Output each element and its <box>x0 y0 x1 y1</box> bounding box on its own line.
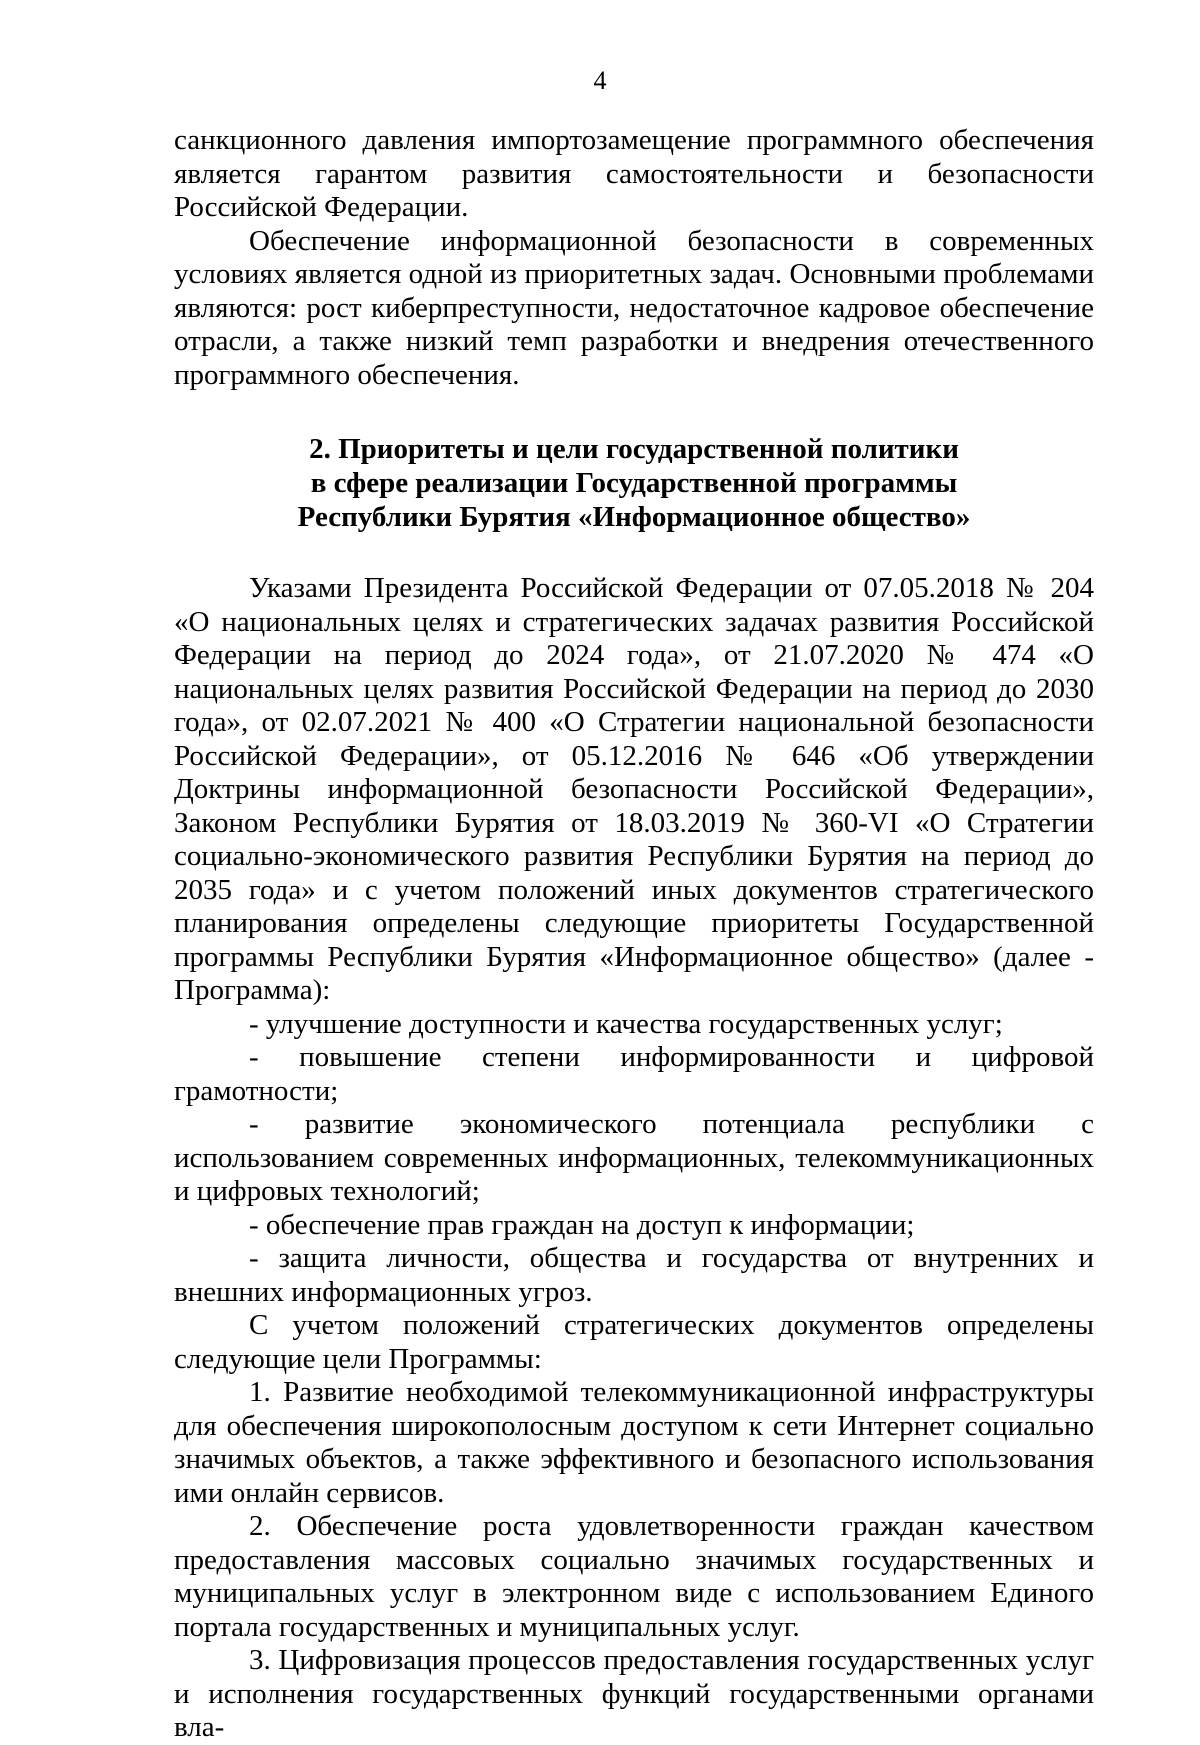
priority-item: - улучшение доступности и качества государственных услуг; <box>249 1007 1003 1040</box>
paragraph-goals-intro: С учетом положений стратегических документов определены следующие цели Программы: <box>174 1309 1094 1375</box>
heading-line-3: Республики Бурятия «Информационное общество» <box>297 501 971 533</box>
heading-line-1: 2. Приоритеты и цели государственной политики <box>309 433 959 465</box>
paragraph-security: Обеспечение информационной безопасности в современных условиях является одной из приоритетных задач. Основными проблемами являются: рост киберпреступности, недостаточное кадровое обеспечение отрасли, а также низкий темп разработки и внедрения отечественного программного обеспечения. <box>174 224 1094 391</box>
paragraph-intro: Указами Президента Российской Федерации от 07.05.2018 № 204 «О национальных целях и стратегических задачах развития Российской Федерации на период до 2024 года», от 21.07.2020 № 474 «О национальных целях развития Российской Федерации на период до 2030 года», от 02.07.2021 № 400 «О Стратегии национальной безопасности Российской Федерации», от 05.12.2016 № 646 «Об утверждении Доктрины информационной безопасности Российской Федерации», Законом Республики Бурятия от 18.03.2019 № 360-VI «О Стратегии социально-экономического развития Республики Бурятия на период до 2035 года» и с учетом положений иных документов стратегического планирования определены следующие приоритеты Государственной программы Республики Бурятия «Информационное общество» (далее - Программа): <box>174 572 1094 1006</box>
priority-item: - обеспечение прав граждан на доступ к информации; <box>249 1208 915 1241</box>
goal-item: 2. Обеспечение роста удовлетворенности граждан качеством предоставления массовых социально значимых государственных и муниципальных услуг в электронном виде с использованием Единого портала государственных и муниципальных услуг. <box>174 1510 1094 1643</box>
page-number: 4 <box>593 66 607 95</box>
section-heading <box>174 432 1094 534</box>
priority-item: - развитие экономического потенциала республики с использованием современных информационных, телекоммуникационных и цифровых технологий; <box>174 1108 1094 1207</box>
priority-item: - защита личности, общества и государства от внутренних и внешних информационных угроз. <box>174 1242 1094 1308</box>
priority-item: - повышение степени информированности и цифровой грамотности; <box>174 1041 1094 1107</box>
goal-item: 3. Цифровизация процессов предоставления государственных услуг и исполнения государственных функций государственными органами вла- <box>174 1644 1094 1743</box>
document-body <box>174 124 1094 1745</box>
paragraph-continuation: санкционного давления импортозамещение программного обеспечения является гарантом развития самостоятельности и безопасности Российской Федерации. <box>174 124 1094 223</box>
heading-line-2: в сфере реализации Государственной программы <box>310 467 958 499</box>
goal-item: 1. Развитие необходимой телекоммуникационной инфраструктуры для обеспечения широкополосным доступом к сети Интернет социально значимых объектов, а также эффективного и безопасного использования ими онлайн сервисов. <box>174 1376 1094 1509</box>
